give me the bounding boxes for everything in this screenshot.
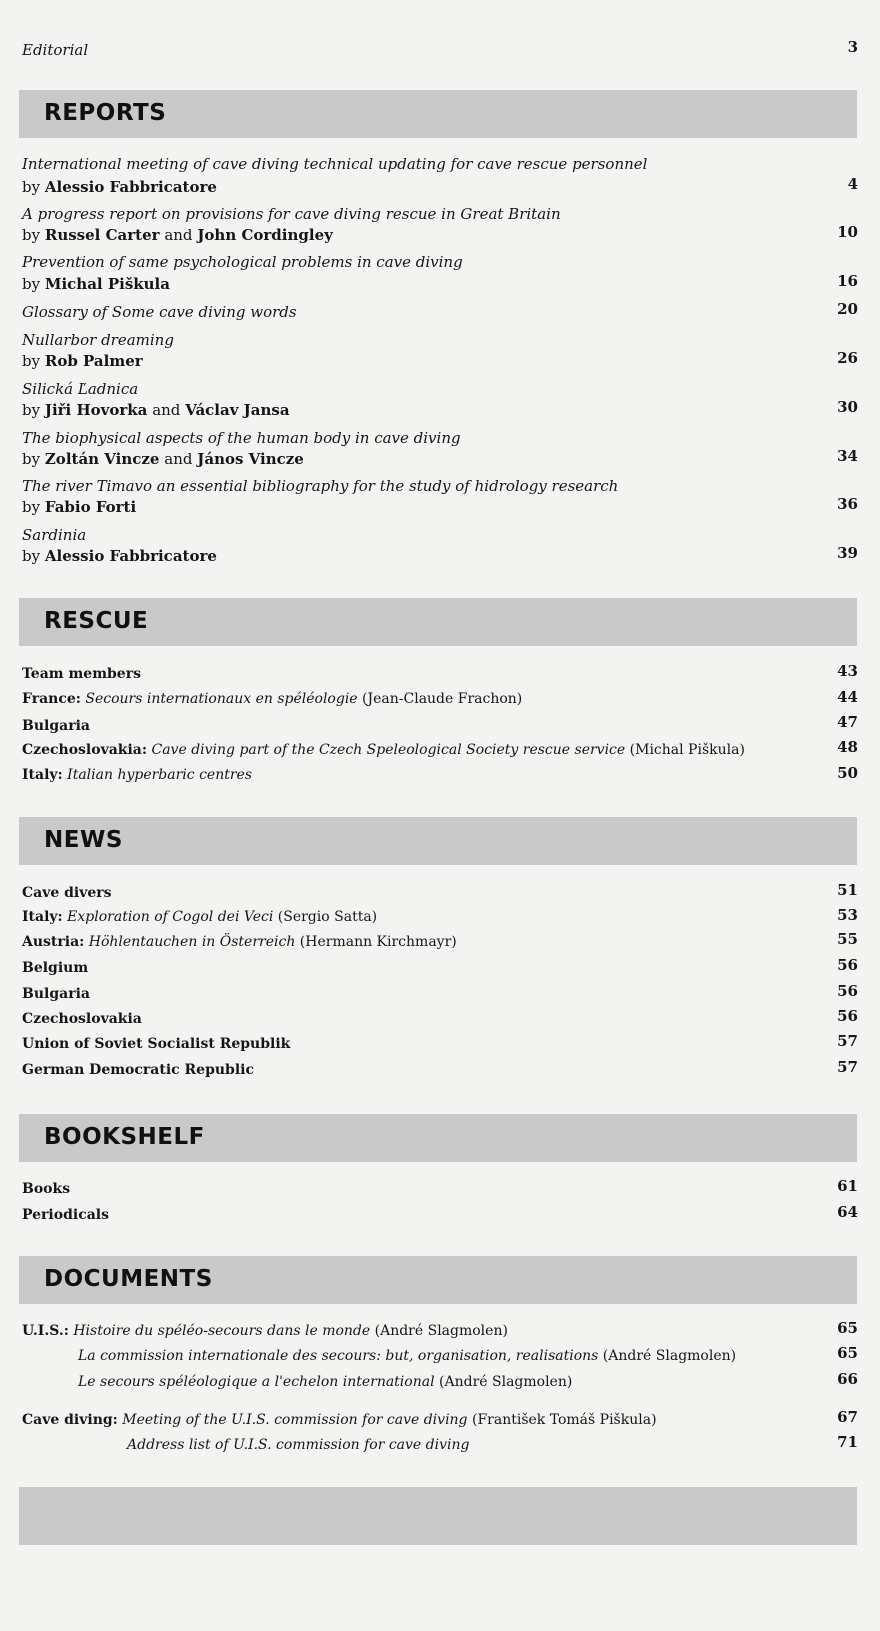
rescue-page: 48 [837, 738, 858, 756]
documents-group-label: U.I.S.: [22, 1323, 69, 1339]
by-word: by [22, 547, 41, 565]
and-word: and [164, 450, 193, 468]
report-page: 4 [847, 175, 858, 193]
documents-section-title: DOCUMENTS [44, 1266, 213, 1292]
news-country: Cave divers [22, 885, 112, 901]
news-country: Bulgaria [22, 986, 90, 1002]
news-entry [22, 933, 858, 951]
report-author: Zoltán Vincze [44, 450, 160, 468]
bookshelf-section-band [19, 1114, 857, 1162]
by-word: by [22, 401, 41, 419]
by-word: by [22, 178, 41, 196]
documents-page: 71 [837, 1433, 858, 1451]
bookshelf-entry [22, 1206, 858, 1224]
rescue-title: Secours internationaux en spéléologie [85, 691, 358, 707]
report-byline [22, 546, 858, 566]
report-author: János Vincze [197, 450, 304, 468]
rescue-page: 43 [837, 662, 858, 680]
report-page: 16 [837, 272, 858, 290]
by-word: by [22, 275, 41, 293]
report-byline [22, 351, 858, 371]
bookshelf-entry [22, 1180, 858, 1198]
documents-title: Address list of U.I.S. commission for cave diving [127, 1437, 470, 1453]
news-section-band [19, 817, 857, 865]
report-byline [22, 274, 858, 294]
documents-entry [78, 1373, 858, 1391]
report-title: Silická Ľadnica [22, 380, 139, 398]
report-title: The river Timavo an essential bibliography for the study of hidrology research [22, 477, 619, 495]
rescue-page: 44 [837, 688, 858, 706]
report-page: 20 [837, 300, 858, 318]
editorial-title: Editorial [22, 41, 89, 59]
report-author: John Cordingley [197, 226, 333, 244]
report-title: Sardinia [22, 526, 87, 544]
rescue-section-band [19, 598, 857, 646]
report-author: Fabio Forti [44, 498, 137, 516]
news-country: Austria: [22, 934, 85, 950]
rescue-country: Bulgaria [22, 718, 90, 734]
rescue-entry [22, 766, 858, 784]
documents-entry [127, 1436, 858, 1454]
rescue-page: 50 [837, 764, 858, 782]
news-author: (Hermann Kirchmayr) [299, 934, 457, 950]
rescue-entry [22, 665, 858, 683]
rescue-country: Czechoslovakia: [22, 742, 148, 758]
news-section-title: NEWS [44, 827, 123, 853]
report-byline [22, 177, 858, 197]
rescue-author: (Michal Piškula) [629, 742, 745, 758]
news-page: 53 [837, 906, 858, 924]
rescue-title: Cave diving part of the Czech Speleological Society rescue service [151, 742, 626, 758]
documents-page: 65 [837, 1344, 858, 1362]
rescue-title: Italian hyperbaric centres [67, 767, 253, 783]
documents-page: 67 [837, 1408, 858, 1426]
rescue-country: Italy: [22, 767, 63, 783]
documents-author: (André Slagmolen) [374, 1323, 508, 1339]
news-page: 51 [837, 881, 858, 899]
rescue-country: Team members [22, 666, 141, 682]
by-word: by [22, 450, 41, 468]
bookshelf-page: 61 [837, 1177, 858, 1195]
report-page: 36 [837, 495, 858, 513]
documents-author: (František Tomáš Piškula) [471, 1412, 657, 1428]
news-title: Höhlentauchen in Österreich [88, 934, 296, 950]
documents-author: (André Slagmolen) [602, 1348, 737, 1364]
documents-title: Meeting of the U.I.S. commission for cave diving [122, 1412, 468, 1428]
rescue-section-title: RESCUE [44, 608, 149, 634]
reports-section-title: REPORTS [44, 100, 167, 126]
by-word: by [22, 498, 41, 516]
report-title: Nullarbor dreaming [22, 331, 174, 349]
news-entry [22, 1035, 858, 1053]
report-byline [22, 497, 858, 517]
news-entry [22, 908, 858, 926]
news-country: Belgium [22, 960, 89, 976]
bookshelf-label: Books [22, 1181, 71, 1197]
report-title: International meeting of cave diving technical updating for cave rescue personnel [22, 155, 648, 173]
bookshelf-section-title: BOOKSHELF [44, 1124, 205, 1150]
report-page: 39 [837, 544, 858, 562]
news-entry [22, 1061, 858, 1079]
documents-title: Le secours spéléologique a l'echelon international [78, 1374, 435, 1390]
report-author: Alessio Fabbricatore [44, 547, 217, 565]
report-title: The biophysical aspects of the human body in cave diving [22, 429, 461, 447]
and-word: and [152, 401, 181, 419]
news-country: German Democratic Republic [22, 1062, 254, 1078]
news-page: 55 [837, 930, 858, 948]
news-entry [22, 985, 858, 1003]
report-author: Alessio Fabbricatore [44, 178, 217, 196]
editorial-page: 3 [847, 38, 858, 56]
footer-band [19, 1487, 857, 1545]
by-word: by [22, 226, 41, 244]
news-page: 57 [837, 1058, 858, 1076]
report-byline [22, 449, 858, 469]
bookshelf-page: 64 [837, 1203, 858, 1221]
news-entry [22, 959, 858, 977]
news-country: Czechoslovakia [22, 1011, 142, 1027]
reports-section-band [19, 90, 857, 138]
news-author: (Sergio Satta) [277, 909, 378, 925]
report-title: Glossary of Some cave diving words [22, 303, 297, 321]
report-title: Prevention of same psychological problems in cave diving [22, 253, 463, 271]
report-author: Russel Carter [44, 226, 160, 244]
rescue-entry [22, 717, 858, 735]
news-page: 56 [837, 956, 858, 974]
documents-page: 66 [837, 1370, 858, 1388]
news-country: Union of Soviet Socialist Republik [22, 1036, 291, 1052]
and-word: and [164, 226, 193, 244]
report-author: Rob Palmer [44, 352, 143, 370]
rescue-country: France: [22, 691, 81, 707]
rescue-entry [22, 690, 858, 708]
by-word: by [22, 352, 41, 370]
news-page: 56 [837, 1007, 858, 1025]
news-country: Italy: [22, 909, 63, 925]
rescue-page: 47 [837, 713, 858, 731]
report-byline [22, 400, 858, 420]
news-page: 57 [837, 1032, 858, 1050]
news-entry [22, 884, 858, 902]
rescue-entry [22, 741, 858, 759]
documents-group-label: Cave diving: [22, 1412, 118, 1428]
report-page: 34 [837, 447, 858, 465]
documents-section-band [19, 1256, 857, 1304]
report-page: 10 [837, 223, 858, 241]
report-author: Jiři Hovorka [44, 401, 148, 419]
news-page: 56 [837, 982, 858, 1000]
report-byline [22, 225, 858, 245]
report-author: Václav Jansa [185, 401, 290, 419]
report-title: A progress report on provisions for cave diving rescue in Great Britain [22, 205, 561, 223]
report-page: 30 [837, 398, 858, 416]
news-title: Exploration of Cogol dei Veci [67, 909, 274, 925]
bookshelf-label: Periodicals [22, 1207, 109, 1223]
documents-title: La commission internationale des secours: but, organisation, realisations [78, 1348, 599, 1364]
documents-entry [22, 1411, 858, 1429]
report-author: Michal Piškula [44, 275, 170, 293]
news-entry [22, 1010, 858, 1028]
report-page: 26 [837, 349, 858, 367]
documents-author: (André Slagmolen) [439, 1374, 573, 1390]
documents-page: 65 [837, 1319, 858, 1337]
documents-entry [78, 1347, 858, 1365]
documents-title: Histoire du spéléo-secours dans le monde [73, 1323, 371, 1339]
rescue-author: (Jean-Claude Frachon) [362, 691, 523, 707]
documents-entry [22, 1322, 858, 1340]
